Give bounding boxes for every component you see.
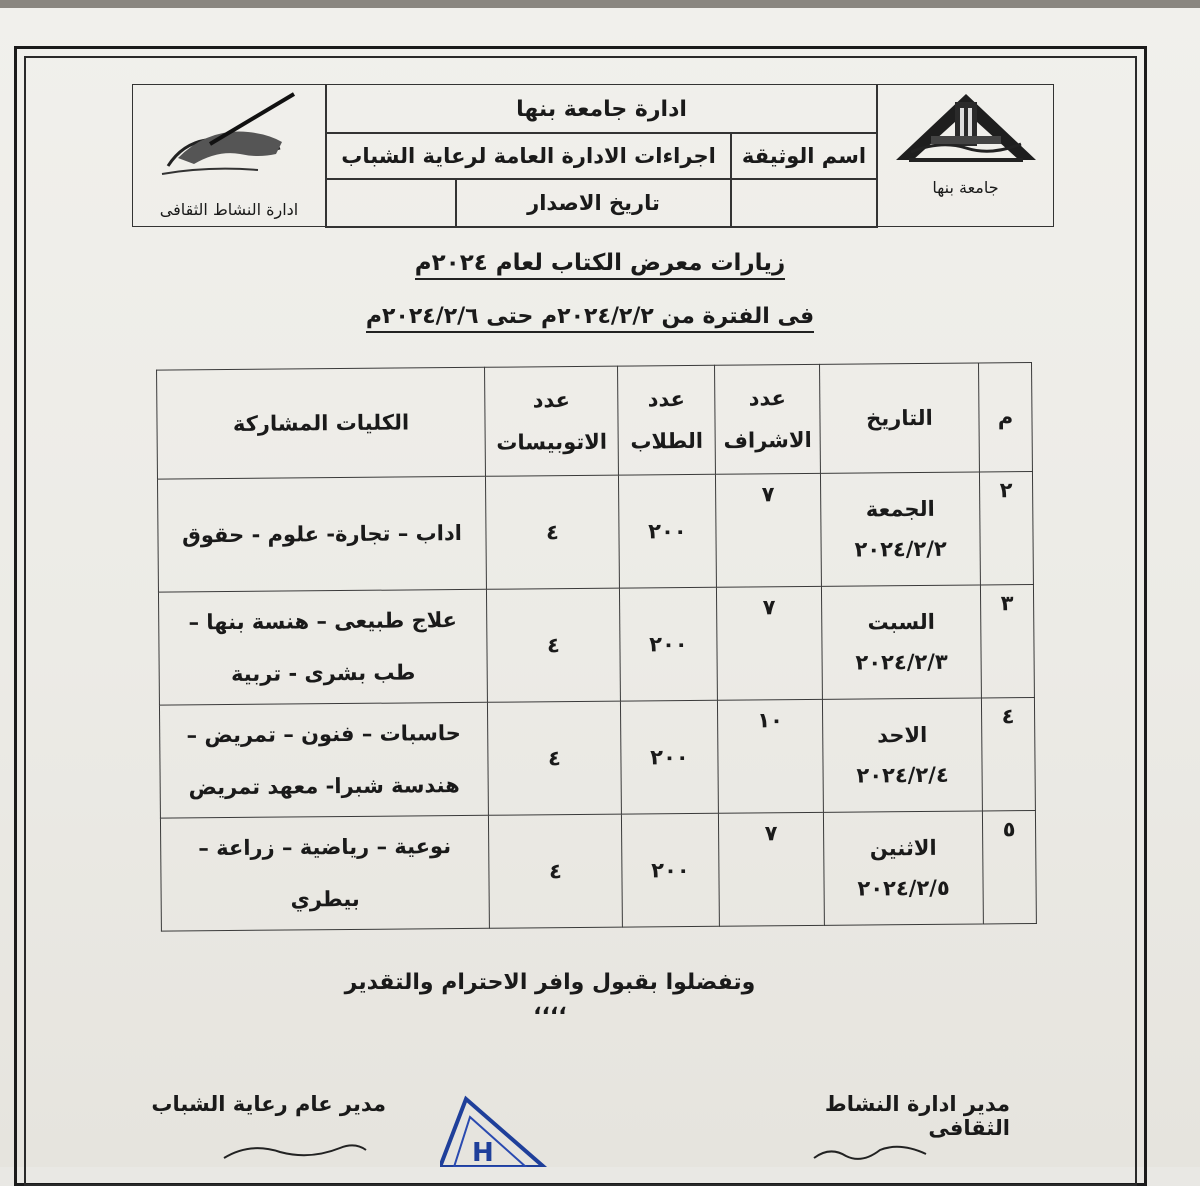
row-num: ٣ — [980, 584, 1034, 697]
activity-dept-cell — [132, 84, 327, 227]
row-date-cell — [820, 472, 980, 586]
row-faculties — [159, 702, 488, 818]
row-faculties — [160, 815, 489, 931]
row-date: ٢٠٢٤/٢/٢ — [854, 536, 947, 562]
row-num: ٥ — [982, 810, 1036, 923]
header-supervisors-bottom: الاشراف — [723, 427, 812, 453]
row-faculties-line1: اداب – تجارة- علوم - حقوق — [181, 520, 462, 548]
header-supervisors — [715, 364, 821, 474]
header-buses — [485, 366, 619, 476]
pen-hand-icon — [148, 88, 308, 180]
official-stamp-icon — [440, 1095, 550, 1167]
row-faculties — [158, 589, 487, 705]
row-date-cell — [821, 585, 981, 699]
row-faculties-line1: حاسبات – فنون – تمريض – — [186, 720, 461, 748]
row-date-cell — [822, 698, 982, 812]
row-buses: ٤ — [486, 588, 620, 702]
row-date-cell — [823, 811, 983, 925]
visits-table — [156, 362, 1037, 932]
row-students: ٢٠٠ — [618, 474, 716, 588]
table-row — [157, 472, 1033, 593]
row-buses: ٤ — [488, 814, 622, 928]
header-date: التاريخ — [820, 363, 980, 473]
period-title — [330, 304, 850, 329]
row-date: ٢٠٢٤/٢/٣ — [855, 649, 948, 675]
activity-dept-caption: ادارة النشاط الثقافى — [159, 200, 299, 219]
table-row — [160, 810, 1036, 931]
row-students: ٢٠٠ — [621, 813, 719, 927]
university-logo-cell — [876, 84, 1054, 227]
header-buses-bottom: الاتوبيسات — [496, 429, 608, 455]
row-supervisors: ١٠ — [717, 699, 823, 813]
row-faculties — [157, 476, 486, 592]
header-students — [618, 365, 716, 475]
issue-date-value-cell — [325, 178, 457, 228]
row-day: الاحد — [877, 722, 928, 748]
handwritten-signature-right-icon — [810, 1140, 930, 1164]
row-students: ٢٠٠ — [620, 700, 718, 814]
main-title — [380, 250, 820, 276]
document-header — [132, 84, 1054, 227]
table-row — [159, 697, 1035, 818]
university-logo-icon — [891, 90, 1041, 172]
row-faculties-line1: علاج طبيعى – هنسة بنها – — [188, 608, 458, 635]
row-supervisors: ٧ — [716, 586, 822, 700]
row-buses: ٤ — [485, 475, 619, 589]
header-buses-top: عدد — [532, 388, 571, 413]
document-name-value: اجراءات الادارة العامة لرعاية الشباب — [325, 132, 732, 180]
row-buses: ٤ — [487, 701, 621, 815]
table-row — [158, 584, 1034, 705]
row-students: ٢٠٠ — [619, 587, 717, 701]
header-supervisors-top: عدد — [748, 385, 787, 410]
signature-cultural-activity-director: مدير ادارة النشاط الثقافى — [824, 1092, 1010, 1140]
row-faculties-line2: بيطري — [290, 886, 360, 912]
header-num: م — [979, 363, 1033, 472]
row-supervisors: ٧ — [715, 473, 821, 587]
main-title-text: زيارات معرض الكتاب لعام ٢٠٢٤م — [415, 250, 785, 280]
period-title-text: فى الفترة من ٢٠٢٤/٢/٢م حتى ٢٠٢٤/٢/٦م — [366, 304, 814, 333]
signature-youth-welfare-director: مدير عام رعاية الشباب — [151, 1092, 386, 1116]
row-faculties-line2: طب بشرى - تربية — [230, 660, 416, 687]
issue-date-label: تاريخ الاصدار — [455, 178, 732, 228]
handwritten-signature-left-icon — [220, 1138, 370, 1164]
row-faculties-line1: نوعية – رياضية – زراعة – — [198, 834, 452, 861]
row-date: ٢٠٢٤/٢/٥ — [857, 875, 950, 901]
row-day: الجمعة — [865, 496, 935, 522]
university-admin-title: ادارة جامعة بنها — [325, 84, 878, 134]
university-caption: جامعة بنها — [932, 178, 999, 197]
table-header-row — [157, 363, 1033, 480]
row-day: السبت — [867, 609, 935, 635]
row-num: ٢ — [979, 472, 1033, 585]
header-students-bottom: الطلاب — [630, 428, 704, 454]
svg-text:H: H — [472, 1138, 494, 1167]
row-num: ٤ — [981, 697, 1035, 810]
row-faculties-line2: هندسة شبرا- معهد تمريض — [188, 773, 460, 800]
row-supervisors: ٧ — [718, 812, 824, 926]
background-strip — [0, 0, 1200, 8]
document-name-label: اسم الوثيقة — [730, 132, 878, 180]
row-day: الاثنين — [869, 835, 937, 861]
header-students-top: عدد — [647, 387, 686, 412]
closing-line: وتفضلوا بقبول وافر الاحترام والتقدير ،،،، — [344, 970, 756, 1020]
row-date: ٢٠٢٤/٢/٤ — [856, 762, 949, 788]
issue-date-blank-cell — [730, 178, 878, 228]
header-faculties: الكليات المشاركة — [157, 367, 486, 479]
